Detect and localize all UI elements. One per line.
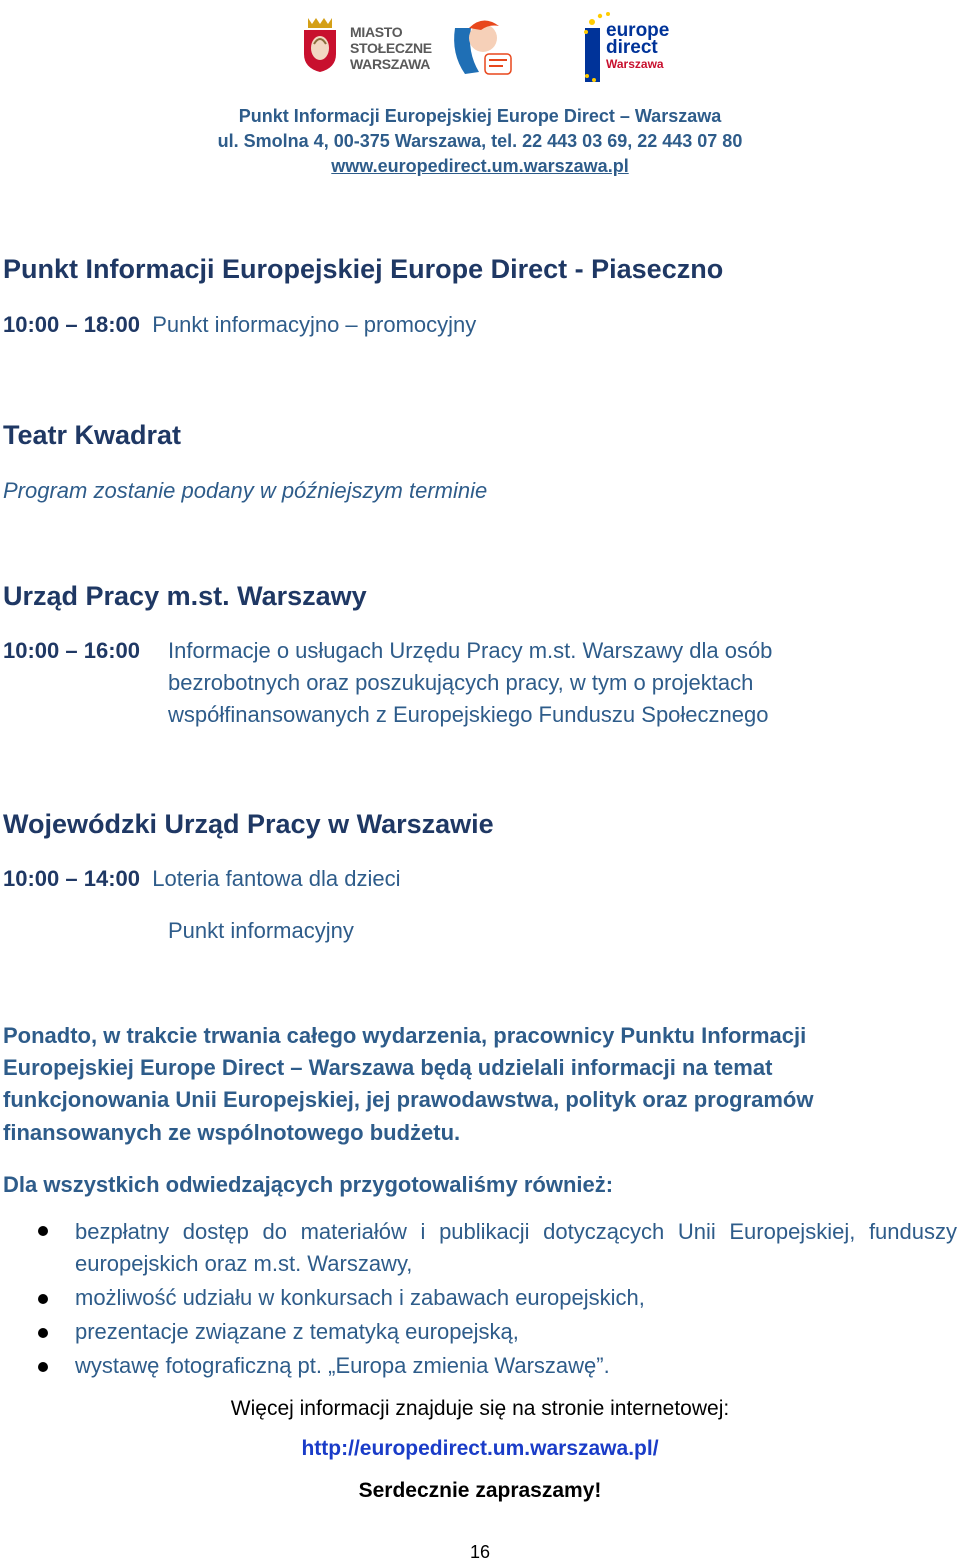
warsaw-coat-of-arms-logo — [300, 14, 340, 74]
section-title-teatr: Teatr Kwadrat — [3, 420, 182, 450]
europe-direct-logo: europe direct Warszawa — [582, 12, 682, 88]
website-link[interactable]: http://europedirect.um.warszawa.pl/ — [301, 1437, 659, 1460]
info-paragraph-line: funkcjonowania Unii Europejskiej, jej prawodawstwa, polityk oraz programów — [3, 1087, 814, 1112]
event-description-line: współfinansowanych z Europejskiego Funduszu Społecznego — [168, 702, 769, 727]
info-paragraph-line: Europejskiej Europe Direct – Warszawa będą udzielali informacji na temat — [3, 1055, 773, 1080]
time-range: 10:00 – 16:00 — [3, 638, 140, 663]
list-item: bezpłatny dostęp do materiałów i publikacji dotyczących Unii Europejskiej, funduszy europejskich oraz m.st. Warszawy, — [75, 1219, 957, 1276]
bullet-icon — [38, 1328, 48, 1338]
header-address: ul. Smolna 4, 00-375 Warszawa, tel. 22 443 03 69, 22 443 07 80 — [217, 131, 743, 151]
section-title-wojewodzki: Wojewódzki Urząd Pracy w Warszawie — [3, 809, 494, 839]
time-range: 10:00 – 14:00 — [3, 866, 140, 891]
bullet-icon — [38, 1226, 48, 1236]
list-item: możliwość udziału w konkursach i zabawach europejskich, — [75, 1285, 645, 1310]
event-description-line: Informacje o usługach Urzędu Pracy m.st. Warszawy dla osób — [168, 638, 773, 663]
list-item: prezentacje związane z tematyką europejską, — [75, 1319, 519, 1344]
event-description-line: bezrobotnych oraz poszukujących pracy, w tym o projektach — [168, 670, 754, 695]
warsaw-logo-text: MIASTO STOŁECZNE WARSZAWA — [350, 24, 432, 72]
section-title-piaseczno: Punkt Informacji Europejskiej Europe Direct - Piaseczno — [3, 254, 724, 284]
section-title-urzad-pracy: Urząd Pracy m.st. Warszawy — [3, 581, 367, 611]
header-title: Punkt Informacji Europejskiej Europe Direct – Warszawa — [238, 106, 722, 126]
more-info-text: Więcej informacji znajduje się na stronie internetowej: — [230, 1397, 730, 1420]
header-website-link[interactable]: www.europedirect.um.warszawa.pl — [331, 156, 629, 176]
page-number: 16 — [469, 1542, 491, 1562]
info-paragraph-line: Ponadto, w trakcie trwania całego wydarzenia, pracownicy Punktu Informacji — [3, 1023, 807, 1048]
schedule-row-wojewodzki — [3, 866, 401, 892]
invitation-text: Serdecznie zapraszamy! — [358, 1479, 602, 1502]
program-note: Program zostanie podany w późniejszym terminie — [3, 478, 488, 503]
schedule-row-urzad-pracy — [3, 638, 140, 664]
bullet-icon — [38, 1362, 48, 1372]
event-mascot-logo — [445, 14, 515, 84]
offer-lead: Dla wszystkich odwiedzających przygotowaliśmy również: — [3, 1172, 614, 1197]
list-item: wystawę fotograficzną pt. „Europa zmienia Warszawę”. — [75, 1353, 610, 1378]
schedule-row-piaseczno — [3, 312, 476, 338]
bullet-icon — [38, 1294, 48, 1304]
event-description: Punkt informacyjno – promocyjny — [152, 312, 477, 337]
info-paragraph-line: finansowanych ze wspólnotowego budżetu. — [3, 1120, 461, 1145]
event-description-secondary: Punkt informacyjny — [168, 918, 354, 943]
time-range: 10:00 – 18:00 — [3, 312, 140, 337]
event-description: Loteria fantowa dla dzieci — [152, 866, 401, 891]
header-logos — [0, 6, 960, 90]
